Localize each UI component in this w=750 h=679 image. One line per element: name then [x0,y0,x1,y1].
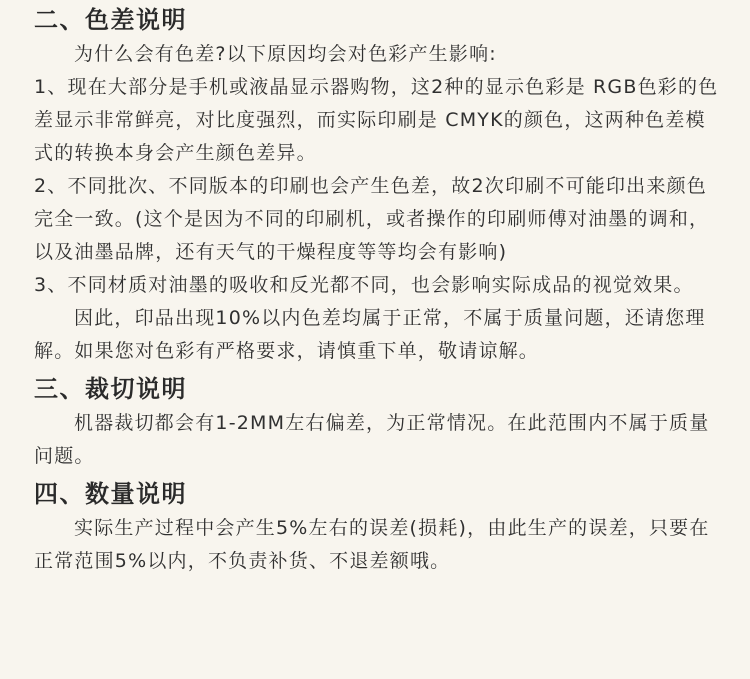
conclusion-paragraph: 因此，印品出现10%以内色差均属于正常，不属于质量问题，还请您理解。如果您对色彩有严格要求，请慎重下单，敬请谅解。 [34,307,706,362]
section-cutting [34,371,724,473]
section-heading: 四、数量说明 [34,480,187,508]
reason-3-paragraph: 3、不同材质对油墨的吸收和反光都不同，也会影响实际成品的视觉效果。 [34,274,694,296]
reason-1-paragraph: 1、现在大部分是手机或液晶显示器购物，这2种的显示色彩是 RGB色彩的色差显示非常鲜亮，对比度强烈，而实际印刷是 CMYK的颜色，这两种色差模式的转换本身会产生颜色差异。 [34,76,719,164]
quantity-paragraph: 实际生产过程中会产生5%左右的误差(损耗)，由此生产的误差，只要在正常范围5%以内，不负责补货、不退差额哦。 [34,517,710,572]
cutting-paragraph: 机器裁切都会有1-2MM左右偏差，为正常情况。在此范围内不属于质量问题。 [34,412,710,467]
section-heading: 二、色差说明 [34,6,187,34]
section-color-difference [34,0,724,368]
section-quantity [34,476,724,578]
section-heading: 三、裁切说明 [34,375,187,403]
section-intro-paragraph: 为什么会有色差?以下原因均会对色彩产生影响: [74,43,497,65]
reason-2-paragraph: 2、不同批次、不同版本的印刷也会产生色差，故2次印刷不可能印出来颜色完全一致。(这个是因为不同的印刷机，或者操作的印刷师傅对油墨的调和，以及油墨品牌，还有天气的干燥程度等等均会有影响) [34,175,710,263]
